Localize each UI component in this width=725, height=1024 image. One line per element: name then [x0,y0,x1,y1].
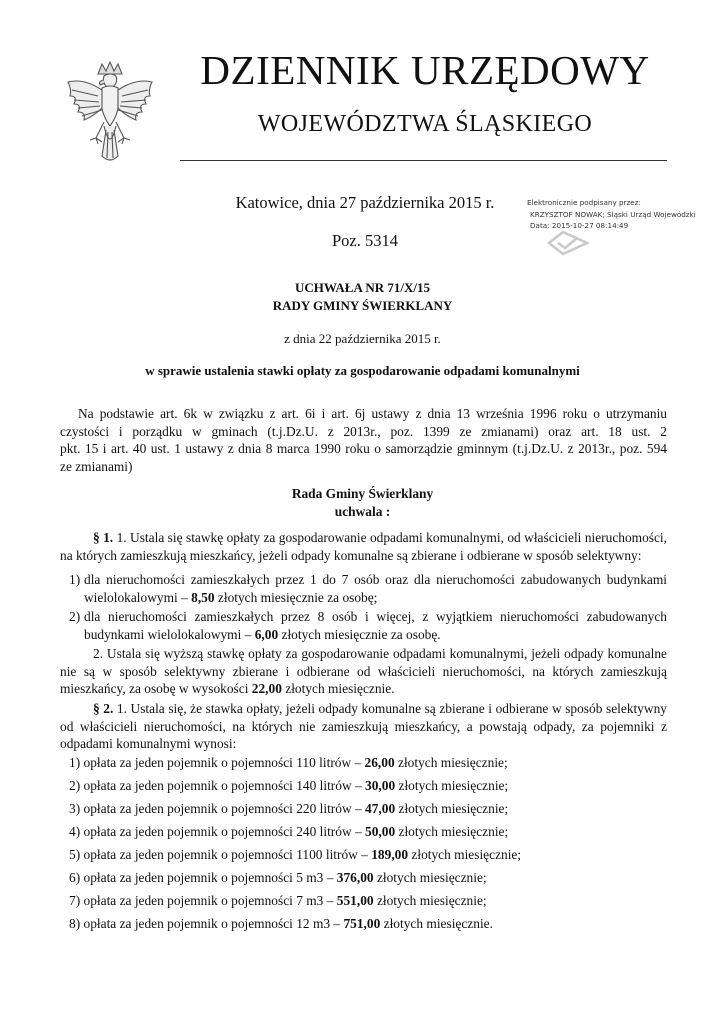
section-2-item: 2) opłata za jeden pojemnik o pojemności 140 litrów – 30,00 złotych miesięcznie; [69,778,509,793]
resolution-title [40,279,685,315]
header-divider [180,160,667,161]
council-name: Rada Gminy Świerklany [291,486,434,501]
section-1-intro: § 1. 1. Ustala się stawkę opłaty za gospodarowanie odpadami komunalnymi, od właścicieli nieruchomości, na których zamieszkują mieszkańcy, jeżeli odpady komunalne są zbierane i odbierane w sposób selektywny: [60,530,668,563]
section-1-paragraph-2: 2. Ustala się wyższą stawkę opłaty za gospodarowanie odpadami komunalnymi, jeżeli odpady komunalne nie są w sposób selektywny zbierane i odbierane od właścicieli nieruchomości, na których zamieszkują mieszkańcy, za osobę w wysokości 22,00 złotych miesięcznie. [60,646,667,697]
section-2-item: 4) opłata za jeden pojemnik o pojemności 240 litrów – 50,00 złotych miesięcznie; [69,824,509,839]
position-number: Poz. 5314 [332,231,398,250]
list-number: 1) [69,572,81,587]
rate-amount: 30,00 [365,778,396,793]
signature-date: Data: 2015-10-27 08:14:49 [530,221,629,230]
section-1-item: 1) dla nieruchomości zamieszkałych przez 1 do 7 osób oraz dla nieruchomości zabudowanych budynkami wielolokalowymi – 8,50 złotych miesięcznie za osobę; [69,572,667,605]
rate-amount: 26,00 [364,755,395,770]
section-1-marker: § 1. [93,530,114,545]
resolution-subject: w sprawie ustalenia stawki opłaty za gospodarowanie odpadami komunalnymi [145,363,580,378]
preamble-line: czystości i porządku w gminach (t.j.Dz.U. z 2013r., poz. 1399 ze zmianami) oraz art. 18 ust. 2 [60,423,667,439]
rate-amount: 551,00 [336,893,374,908]
rate-amount: 376,00 [336,870,374,885]
preamble [60,405,667,475]
eagle-emblem-icon [62,60,158,172]
resolution-number: UCHWAŁA NR 71/X/15 [294,280,431,295]
preamble-line: ze zmianami) [60,458,133,474]
council-heading [40,485,685,520]
rate-amount: 189,00 [371,847,409,862]
preamble-line: pkt. 15 i art. 40 ust. 1 ustawy z dnia 8 marca 1990 roku o samorządzie gminnym (t.j.Dz.U. z 2013r., poz. 594 [60,441,667,457]
rate-amount: 50,00 [365,824,396,839]
rate-amount: 22,00 [251,681,282,697]
rate-amount: 6,00 [254,626,279,642]
section-2-item: 8) opłata za jeden pojemnik o pojemności 12 m3 – 751,00 złotych miesięcznie. [69,916,493,931]
section-2-marker: § 2. [93,701,114,716]
signature-label: Elektronicznie podpisany przez: [527,198,641,207]
publication-date: Katowice, dnia 27 października 2015 r. [235,193,495,212]
journal-title: DZIENNIK URZĘDOWY [200,47,650,93]
section-2-item: 1) opłata za jeden pojemnik o pojemności 110 litrów – 26,00 złotych miesięcznie; [69,755,508,770]
section-2-item: 7) opłata za jeden pojemnik o pojemności 7 m3 – 551,00 złotych miesięcznie; [69,893,487,908]
signature-check-icon [545,228,591,258]
preamble-line: Na podstawie art. 6k w związku z art. 6i i art. 6j ustawy z dnia 13 września 1996 roku o utrzymaniu [78,406,667,421]
section-2-item: 6) opłata za jeden pojemnik o pojemności 5 m3 – 376,00 złotych miesięcznie; [69,870,487,885]
resolution-issuer: RADY GMINY ŚWIERKLANY [272,298,453,313]
rate-amount: 8,50 [191,589,215,605]
rate-amount: 47,00 [365,801,396,816]
resolution-date: z dnia 22 października 2015 r. [284,331,441,346]
electronic-signature [527,197,696,232]
section-2-item: 3) opłata za jeden pojemnik o pojemności 220 litrów – 47,00 złotych miesięcznie; [69,801,509,816]
section-2-item: 5) opłata za jeden pojemnik o pojemności 1100 litrów – 189,00 złotych miesięcznie; [69,847,522,862]
council-resolves: uchwala : [334,503,391,519]
journal-subtitle: WOJEWÓDZTWA ŚLĄSKIEGO [257,111,593,137]
section-2-intro: § 2. 1. Ustala się, że stawka opłaty, jeżeli odpady komunalne są zbierane i odbierane w sposób selektywny od właścicieli nieruchomości, na których nie zamieszkują mieszkańcy, a powstają odpady, za pojemniki z odpadami komunalnymi wynosi: [60,701,667,752]
list-number: 2) [69,609,81,624]
section-1-item: 2) dla nieruchomości zamieszkałych przez 8 osób i więcej, z wyjątkiem nieruchomości zabudowanych budynkami wielolokalowymi – 6,00 złotych miesięcznie za osobę. [69,609,667,642]
rate-amount: 751,00 [343,916,381,931]
signature-signer: KRZYSZTOF NOWAK; Śląski Urząd Wojewódzki [530,209,696,219]
